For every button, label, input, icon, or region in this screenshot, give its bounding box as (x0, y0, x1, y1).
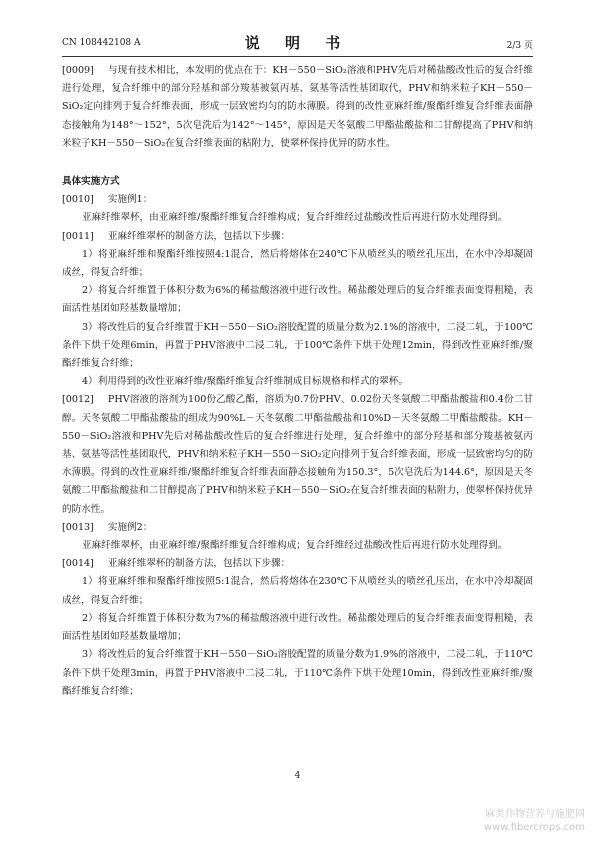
paragraph-text: 亚麻纤维翠杯的制备方法，包括以下步骤： (107, 558, 291, 570)
paragraph-number: [0011] (62, 230, 94, 242)
paragraph-number: [0013] (62, 521, 94, 533)
header-divider (62, 56, 533, 57)
paragraph-text: 实施例1： (107, 194, 153, 206)
paragraph (62, 610, 533, 646)
paragraph (62, 62, 533, 153)
paragraph-text: 1）将亚麻纤维和聚酯纤维按照4:1混合，然后将熔体在240℃下从喷丝头的喷丝孔压出，在水中冷却凝固成丝，得复合纤维； (62, 248, 533, 279)
paragraph-text: 亚麻纤维翠杯，由亚麻纤维/聚酯纤维复合纤维构成；复合纤维经过盐酸改性后再进行防水处理得到。 (82, 540, 508, 552)
paragraph-number: [0009] (62, 65, 94, 76)
document-title: 说 明 书 (244, 34, 351, 52)
watermark-url: www.fibercrops.com (483, 822, 585, 833)
paragraph-number: [0012] (62, 394, 94, 406)
paragraph-text: 实施例2： (107, 521, 153, 533)
paragraph (62, 246, 533, 282)
section-heading: 具体实施方式 (62, 176, 120, 188)
paragraph (62, 373, 533, 391)
paragraph-text: PHV溶液的溶剂为100份乙酸乙酯，溶质为0.7份PHV、0.02份天冬氨酸二甲酯盐酸盐和0.4份二甘醇。天冬氨酸二甲酯盐酸盐的组成为90%L－天冬氨酸二甲酯盐酸盐和10%D－天冬氨酸二甲酯盐酸盐。KH－550－SiO₂溶液和PHV先后对稀盐酸改性后的复合纤维进行处理，复合纤维中的部分羟基和部分羧基被氨丙基、氨基等活性基团取代，PHV和纳米粒子KH－550－SiO₂定向排列于复合纤维表面，形成一层致密均匀的防水薄膜。得到的改性亚麻纤维/聚酯纤维复合纤维表面静态接触角为150.3°，5次皂洗后为144.6°，原因是天冬氨酸二甲酯盐酸盐和二甘醇提高了PHV和纳米粒子KH－550－SiO₂在复合纤维表面的粘附力，使翠杯保持优异的防水性。 (62, 394, 533, 515)
page-indicator: 2/3 页 (506, 41, 533, 51)
page-number: 4 (294, 771, 301, 781)
paragraph-text: 3）将改性后的复合纤维置于KH－550－SiO₂溶胶配置的质量分数为2.1%的溶液中，二浸二轧，于100℃条件下烘干处理6min，再置于PHV溶液中二浸二轧，于100℃条件下烘干处理12min，得到改性亚麻纤维/聚酯纤维复合纤维； (62, 321, 533, 370)
paragraph (62, 319, 533, 374)
paragraph-text: 亚麻纤维翠杯，由亚麻纤维/聚酯纤维复合纤维构成；复合纤维经过盐酸改性后再进行防水处理得到。 (82, 212, 508, 224)
paragraph (62, 646, 533, 701)
paragraph-text: 3）将改性后的复合纤维置于KH－550－SiO₂溶胶配置的质量分数为1.9%的溶液中，二浸二轧，于110℃条件下烘干处理3min，再置于PHV溶液中二浸二轧，于110℃条件下烘干处理10min，得到改性亚麻纤维/聚酯纤维复合纤维； (62, 649, 533, 697)
paragraph (62, 573, 533, 609)
paragraph-number: [0014] (62, 558, 94, 570)
watermark (484, 808, 585, 834)
paragraph-text: 与现有技术相比，本发明的优点在于：KH－550－SiO₂溶液和PHV先后对稀盐酸改性后的复合纤维进行处理，复合纤维中的部分羟基和部分羧基被氨丙基、氨基等活性基团取代，PHV和纳米粒子KH－550－SiO₂定向排列于复合纤维表面，形成一层致密均匀的防水薄膜。得到的改性亚麻纤维/聚酯纤维复合纤维表面静态接触角为148°～152°，5次皂洗后为142°～145°，原因是天冬氨酸二甲酯盐酸盐和二甘醇提高了PHV和纳米粒子KH－550－SiO₂在复合纤维表面的粘附力，使翠杯保持优异的防水性。 (62, 65, 533, 149)
paragraph-text: 4）利用得到的改性亚麻纤维/聚酯纤维复合纤维制成目标规格和样式的翠杯。 (82, 376, 408, 388)
watermark-site-name: 麻类作物营养与施肥网 (485, 809, 585, 820)
paragraph (62, 555, 533, 573)
paragraph-text: 2）将复合纤维置于体积分数为7%的稀盐酸溶液中进行改性。稀盐酸处理后的复合纤维表面变得粗糙，表面活性基团如羟基数量增加； (62, 612, 533, 643)
paragraph (62, 209, 533, 227)
page-header (62, 30, 533, 56)
paragraph (62, 191, 533, 209)
paragraph (62, 519, 533, 537)
paragraph-text: 2）将复合纤维置于体积分数为6%的稀盐酸溶液中进行改性。稀盐酸处理后的复合纤维表面变得粗糙，表面活性基团如羟基数量增加； (62, 285, 533, 315)
paragraph (62, 537, 533, 555)
paragraph (62, 228, 533, 246)
paragraph-text: 亚麻纤维翠杯的制备方法，包括以下步骤： (107, 230, 291, 242)
paragraph (62, 282, 533, 318)
paragraph-text: 1）将亚麻纤维和聚酯纤维按照5:1混合，然后将熔体在230℃下从喷丝头的喷丝孔压出，在水中冷却凝固成丝，得复合纤维； (62, 576, 533, 606)
patent-number: CN 108442108 A (62, 38, 141, 48)
paragraph-number: [0010] (62, 194, 94, 206)
document-body (62, 62, 533, 701)
paragraph (62, 391, 533, 518)
